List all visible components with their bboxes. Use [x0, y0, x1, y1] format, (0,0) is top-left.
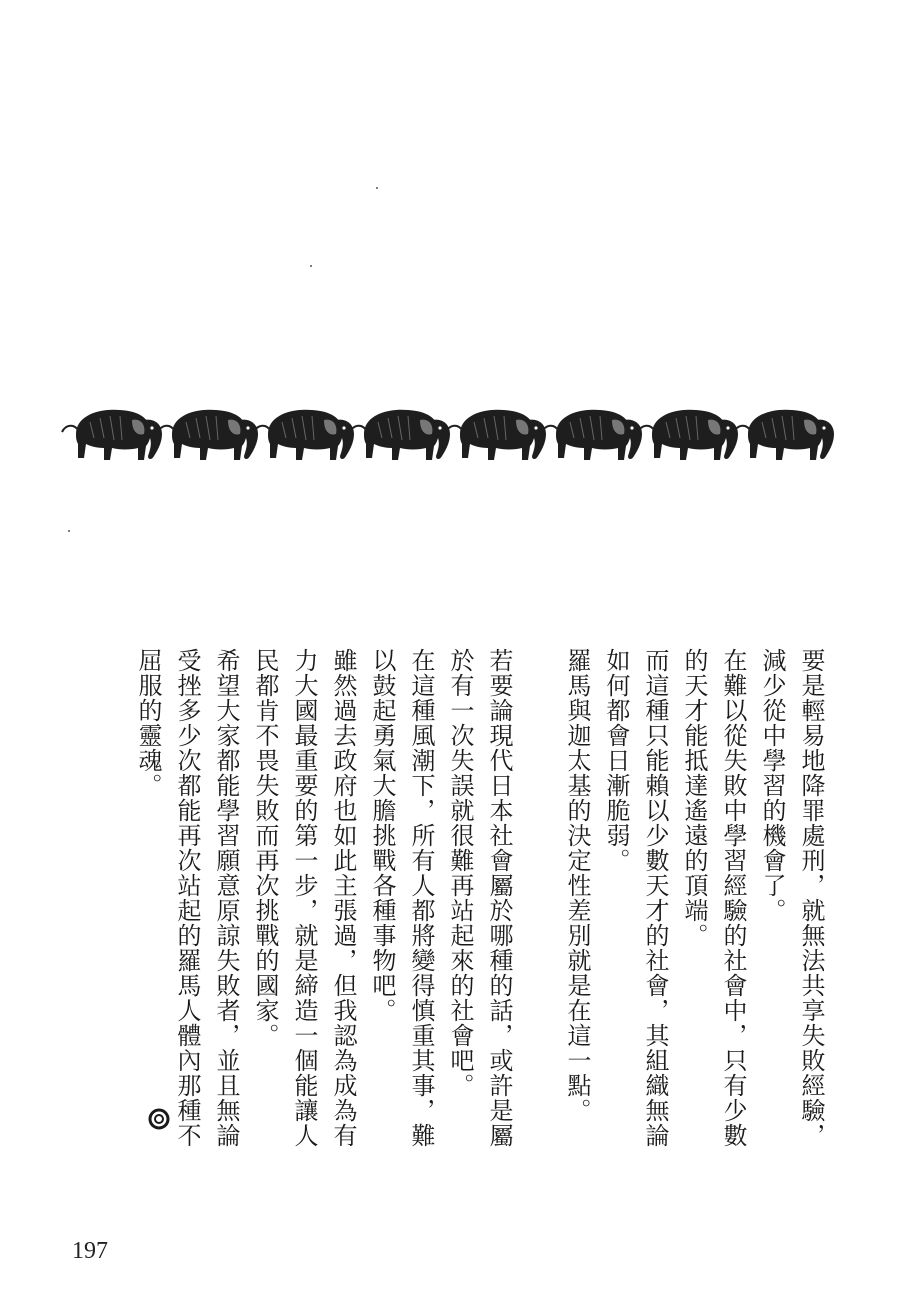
scan-speck [376, 187, 378, 189]
vertical-body-text [134, 648, 830, 1148]
scan-speck [310, 265, 312, 267]
paragraph-7: 雖然過去政府也如此主張過，但我認為成為有力大國最重要的第一步，就是締造一個能讓人民都肯不畏失敗而再次挑戰的國家。 [251, 648, 357, 1148]
paragraph-6: 在這種風潮下，所有人都將變得慎重其事，難以鼓起勇氣大膽挑戰各種事物吧。 [368, 648, 435, 1148]
scan-speck [68, 530, 70, 532]
paragraph-5: 若要論現代日本社會屬於哪種的話，或許是屬於有一次失誤就很難再站起來的社會吧。 [446, 648, 513, 1148]
page-number: 197 [72, 1238, 108, 1264]
paragraph-8: 希望大家都能學習願意原諒失敗者，並且無論受挫多少次都能再次站起的羅馬人體內那種不屈服的靈魂。 [134, 648, 240, 1148]
paragraph-3: 而這種只能賴以少數天才的社會，其組織無論如何都會日漸脆弱。 [602, 648, 669, 1148]
paragraph-1: 要是輕易地降罪處刑，就無法共享失敗經驗，減少從中學習的機會了。 [758, 648, 825, 1148]
paragraph-4: 羅馬與迦太基的決定性差別就是在這一點。 [563, 648, 591, 1123]
elephant-ornament-row [60, 400, 840, 464]
paragraph-2: 在難以從失敗中學習經驗的社會中，只有少數的天才能抵達遙遠的頂端。 [680, 648, 747, 1148]
spiral-end-icon [148, 1108, 170, 1130]
